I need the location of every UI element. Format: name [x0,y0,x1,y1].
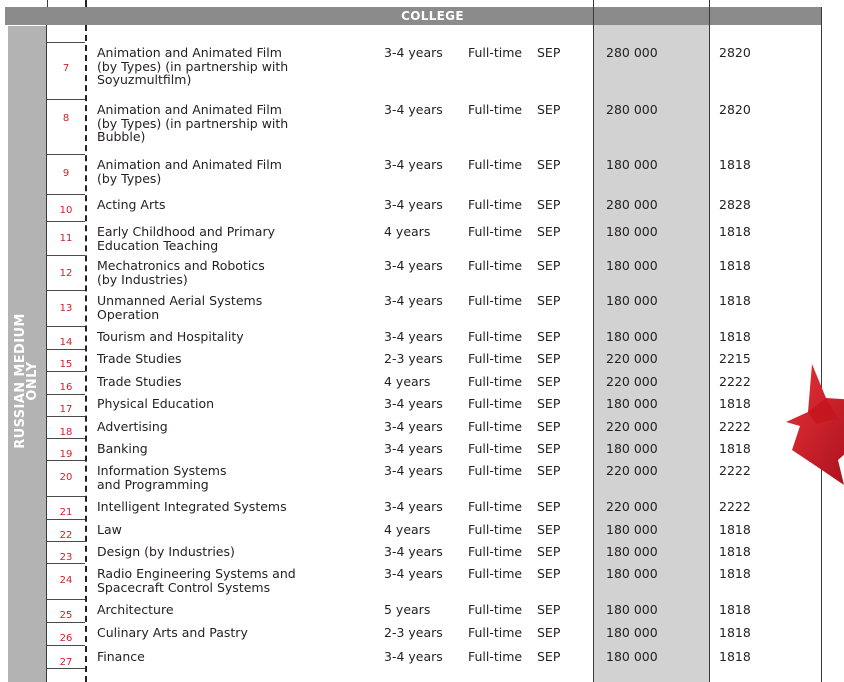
row-separator [47,255,85,256]
program-code: 1818 [719,396,751,411]
program-code: 1818 [719,625,751,640]
program-name: Trade Studies [97,351,182,366]
tuition-fee: 180 000 [606,625,658,640]
tuition-fee: 180 000 [606,293,658,308]
program-code: 2222 [719,419,751,434]
tuition-fee: 180 000 [606,522,658,537]
row-number: 18 [59,427,73,438]
study-mode: Full-time [468,293,523,308]
program-name: Unmanned Aerial Systems Operation [97,293,263,322]
program-name: Culinary Arts and Pastry [97,625,248,640]
divider-fee-left [593,0,594,682]
row-separator [47,599,85,600]
study-mode: Full-time [468,258,523,273]
study-mode: Full-time [468,396,523,411]
program-code: 2222 [719,463,751,478]
row-separator [47,371,85,372]
tuition-fee: 280 000 [606,45,658,60]
study-mode: Full-time [468,441,523,456]
study-mode: Full-time [468,499,523,514]
program-duration: 3-4 years [384,499,443,514]
program-duration: 3-4 years [384,463,443,478]
row-number: 11 [59,233,73,244]
program-code: 1818 [719,649,751,664]
program-language: SEP [537,544,561,559]
program-name: Intelligent Integrated Systems [97,499,287,514]
program-duration: 3-4 years [384,566,443,581]
row-number: 20 [59,472,73,483]
program-name: Radio Engineering Systems and Spacecraft Control Systems [97,566,296,595]
row-separator [47,416,85,417]
program-name: Animation and Animated Film (by Types) [97,157,282,186]
number-name-dashed-divider [85,25,87,682]
row-number: 21 [59,507,73,518]
program-language: SEP [537,463,561,478]
program-name: Acting Arts [97,197,166,212]
program-duration: 2-3 years [384,351,443,366]
program-code: 1818 [719,522,751,537]
program-duration: 3-4 years [384,197,443,212]
study-mode: Full-time [468,224,523,239]
row-separator [47,541,85,542]
row-number: 22 [59,530,73,541]
row-separator [47,645,85,646]
program-name: Design (by Industries) [97,544,235,559]
program-name: Physical Education [97,396,215,411]
row-separator [47,290,85,291]
program-name: Tourism and Hospitality [97,329,244,344]
program-duration: 2-3 years [384,625,443,640]
program-code: 1818 [719,224,751,239]
program-language: SEP [537,224,561,239]
program-language: SEP [537,157,561,172]
program-name: Animation and Animated Film (by Types) (in partnership with Soyuzmultfilm) [97,45,289,87]
study-mode: Full-time [468,649,523,664]
study-mode: Full-time [468,522,523,537]
program-duration: 3-4 years [384,102,443,117]
row-number: 13 [59,303,73,314]
program-language: SEP [537,522,561,537]
program-language: SEP [537,499,561,514]
row-separator [47,42,85,43]
program-code: 1818 [719,602,751,617]
tuition-fee: 220 000 [606,499,658,514]
program-code: 2820 [719,45,751,60]
program-code: 1818 [719,566,751,581]
program-duration: 3-4 years [384,544,443,559]
tuition-fee: 180 000 [606,544,658,559]
program-language: SEP [537,45,561,60]
program-duration: 5 years [384,602,431,617]
row-number: 27 [59,657,73,668]
study-mode: Full-time [468,374,523,389]
program-code: 2222 [719,374,751,389]
program-duration: 3-4 years [384,258,443,273]
tuition-fee: 180 000 [606,649,658,664]
study-mode: Full-time [468,566,523,581]
row-number: 9 [62,168,70,179]
tuition-fee: 220 000 [606,374,658,389]
program-language: SEP [537,566,561,581]
program-duration: 4 years [384,374,431,389]
study-mode: Full-time [468,329,523,344]
program-code: 2215 [719,351,751,366]
tuition-fee: 180 000 [606,566,658,581]
program-language: SEP [537,625,561,640]
row-number: 10 [59,205,73,216]
tuition-fee: 280 000 [606,102,658,117]
row-separator [47,496,85,497]
row-separator [47,563,85,564]
top-dashed-stub [85,0,87,7]
program-name: Information Systems and Programming [97,463,227,492]
study-mode: Full-time [468,544,523,559]
divider-table-right [821,7,822,682]
program-duration: 4 years [384,522,431,537]
program-duration: 3-4 years [384,649,443,664]
program-language: SEP [537,602,561,617]
program-code: 1818 [719,293,751,308]
row-number: 23 [59,552,73,563]
row-separator [47,326,85,327]
row-number: 15 [59,359,73,370]
study-mode: Full-time [468,45,523,60]
program-name: Finance [97,649,145,664]
tuition-fee: 180 000 [606,329,658,344]
study-mode: Full-time [468,419,523,434]
program-code: 1818 [719,329,751,344]
tuition-fee: 220 000 [606,351,658,366]
program-code: 2828 [719,197,751,212]
row-separator [47,519,85,520]
tuition-fee: 180 000 [606,602,658,617]
program-code: 1818 [719,157,751,172]
program-language: SEP [537,351,561,366]
row-number: 16 [59,382,73,393]
red-star-icon [786,360,844,485]
program-language: SEP [537,293,561,308]
program-code: 1818 [719,258,751,273]
tuition-fee: 180 000 [606,396,658,411]
study-mode: Full-time [468,351,523,366]
program-language: SEP [537,441,561,456]
row-separator [47,221,85,222]
program-duration: 4 years [384,224,431,239]
program-name: Mechatronics and Robotics (by Industries) [97,258,265,287]
program-duration: 3-4 years [384,419,443,434]
row-number: 19 [59,449,73,460]
program-duration: 3-4 years [384,157,443,172]
program-name: Animation and Animated Film (by Types) (in partnership with Bubble) [97,102,289,144]
row-number: 8 [62,113,70,124]
program-language: SEP [537,329,561,344]
row-number: 12 [59,268,73,279]
program-name: Early Childhood and Primary Education Teaching [97,224,275,253]
russian-medium-sidebar [8,26,46,682]
tuition-fee: 220 000 [606,419,658,434]
program-name: Trade Studies [97,374,182,389]
program-duration: 3-4 years [384,441,443,456]
program-language: SEP [537,102,561,117]
program-code: 2820 [719,102,751,117]
row-separator [47,154,85,155]
program-language: SEP [537,649,561,664]
program-duration: 3-4 years [384,45,443,60]
study-mode: Full-time [468,625,523,640]
program-code: 2222 [719,499,751,514]
row-separator [47,438,85,439]
row-separator [47,622,85,623]
study-mode: Full-time [468,197,523,212]
program-name: Advertising [97,419,168,434]
tuition-fee: 220 000 [606,463,658,478]
row-separator [47,194,85,195]
row-number: 14 [59,337,73,348]
row-number: 17 [59,404,73,415]
program-name: Banking [97,441,148,456]
study-mode: Full-time [468,157,523,172]
program-language: SEP [537,197,561,212]
program-language: SEP [537,396,561,411]
divider-fee-right [709,0,710,682]
top-divider [47,0,48,7]
row-separator [47,394,85,395]
row-number: 7 [62,63,70,74]
row-separator [47,668,85,669]
program-language: SEP [537,258,561,273]
tuition-fee: 180 000 [606,258,658,273]
row-separator [47,99,85,100]
tuition-fee: 180 000 [606,157,658,172]
divider-sidebar-right [46,25,47,682]
program-code: 1818 [719,544,751,559]
program-duration: 3-4 years [384,293,443,308]
program-duration: 3-4 years [384,329,443,344]
tuition-fee: 180 000 [606,441,658,456]
study-mode: Full-time [468,463,523,478]
sidebar-label: RUSSIAN MEDIUM ONLY [13,313,40,449]
row-number: 25 [59,610,73,621]
tuition-fee: 280 000 [606,197,658,212]
row-number: 24 [59,575,73,586]
program-code: 1818 [719,441,751,456]
row-separator [47,349,85,350]
program-duration: 3-4 years [384,396,443,411]
section-title: COLLEGE [401,9,464,23]
row-separator [47,460,85,461]
program-language: SEP [537,374,561,389]
study-mode: Full-time [468,102,523,117]
tuition-fee: 180 000 [606,224,658,239]
program-name: Law [97,522,122,537]
program-name: Architecture [97,602,174,617]
study-mode: Full-time [468,602,523,617]
program-language: SEP [537,419,561,434]
row-number: 26 [59,633,73,644]
